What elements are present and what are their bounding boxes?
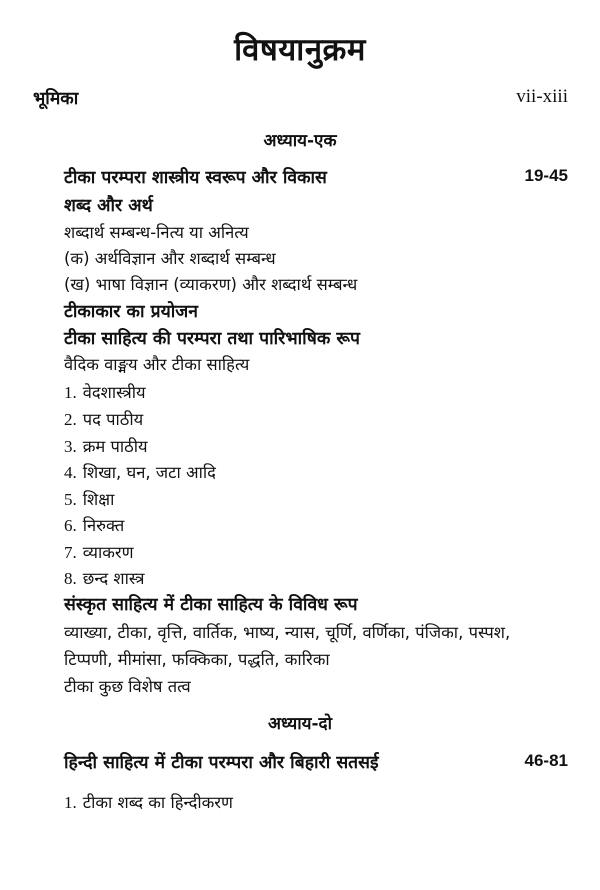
list-text: टीका शब्द का हिन्दीकरण: [82, 793, 233, 812]
list-number: 6.: [64, 516, 77, 535]
toc-list-item: [64, 540, 570, 563]
list-number: 3.: [64, 437, 77, 456]
toc-entry: शब्दार्थ सम्बन्ध-नित्य या अनित्य: [64, 223, 249, 242]
list-number: 4.: [64, 463, 77, 482]
list-text: छन्द शास्त्र: [82, 569, 145, 588]
chapter-title: हिन्दी साहित्य में टीका परम्परा और बिहारी सतसई: [64, 753, 379, 773]
page-range: 19-45: [524, 166, 568, 185]
toc-list-item: [64, 566, 570, 589]
list-number: 7.: [64, 543, 77, 562]
page-range: 46-81: [524, 751, 568, 770]
list-text: निरुक्त: [82, 516, 125, 535]
list-number: 2.: [64, 410, 77, 429]
list-text: शिखा, घन, जटा आदि: [82, 463, 216, 482]
list-number: 1.: [64, 793, 77, 812]
toc-list-item: [64, 460, 570, 483]
toc-entry: संस्कृत साहित्य में टीका साहित्य के विविध रूप: [64, 595, 358, 615]
toc-entry: टीका साहित्य की परम्परा तथा पारिभाषिक रूप: [64, 329, 360, 349]
list-text: व्याकरण: [82, 543, 134, 562]
toc-entry: टिप्पणी, मीमांसा, फक्किका, पद्धति, कारिका: [64, 650, 330, 669]
toc-entry-label: भूमिका: [33, 89, 79, 109]
toc-entry: टीकाकार का प्रयोजन: [64, 302, 198, 322]
toc-list-item: [64, 407, 570, 430]
list-number: 8.: [64, 569, 77, 588]
toc-entry: (क) अर्थविज्ञान और शब्दार्थ सम्बन्ध: [64, 249, 276, 268]
toc-list-item: [64, 513, 570, 536]
toc-list-item: [64, 434, 570, 457]
chapter-heading: अध्याय-एक: [263, 131, 337, 151]
list-text: शिक्षा: [82, 490, 115, 509]
page-range: vii-xiii: [516, 86, 568, 107]
toc-entry: व्याख्या, टीका, वृत्ति, वार्तिक, भाष्य, न्यास, चूर्णि, वर्णिका, पंजिका, पस्पश,: [64, 623, 511, 642]
toc-entry: शब्द और अर्थ: [64, 196, 153, 216]
toc-entry-preface: [33, 86, 570, 110]
toc-entry: टीका कुछ विशेष तत्व: [64, 677, 191, 696]
toc-list-item: [64, 487, 570, 510]
toc-list-item: [64, 790, 570, 813]
list-text: क्रम पाठीय: [82, 437, 148, 456]
list-text: पद पाठीय: [82, 410, 144, 429]
chapter-heading: अध्याय-दो: [268, 714, 332, 734]
toc-entry: (ख) भाषा विज्ञान (व्याकरण) और शब्दार्थ सम्बन्ध: [64, 275, 358, 294]
page-title: विषयानुक्रम: [234, 32, 366, 68]
toc-entry: वैदिक वाङ्मय और टीका साहित्य: [64, 355, 250, 374]
list-text: वेदशास्त्रीय: [82, 383, 146, 402]
list-number: 1.: [64, 383, 77, 402]
chapter-title: टीका परम्परा शास्त्रीय स्वरूप और विकास: [64, 168, 327, 188]
list-number: 5.: [64, 490, 77, 509]
toc-list-item: [64, 380, 570, 403]
